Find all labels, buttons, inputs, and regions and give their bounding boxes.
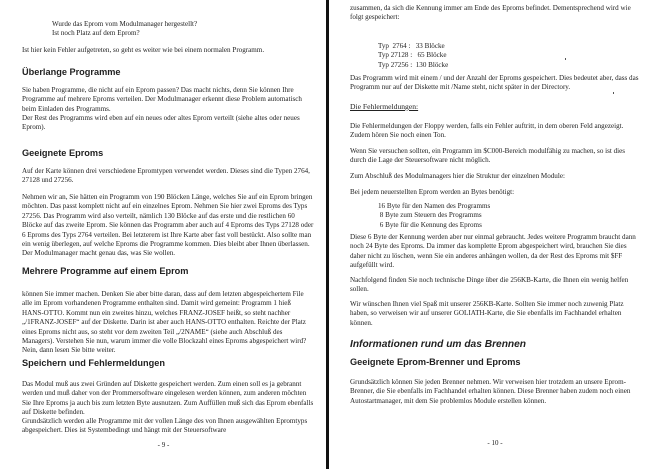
byte-list	[378, 202, 490, 230]
right-page	[330, 0, 660, 469]
paragraph: Diese 6 Byte der Kennung werden aber nur einmal gebraucht. Jedes weitere Programm braucht dann noch 24 Byte des Eproms. Da immer das komplette Eprom abgespeichert wird, brauchen Sie dies daher nicht zu löschen, wenn Sie ein anderes anhängen wollen, da der Rest des Eproms mit $FF aufgefüllt wird.	[350, 233, 636, 270]
heading-geeignete-eproms: Geeignete Eproms	[22, 148, 104, 158]
typ-list-item: Typ 27128 : 65 Blöcke	[378, 51, 447, 60]
byte-list-item: 8 Byte zum Steuern des Programms	[378, 211, 482, 220]
page-number: - 9 -	[157, 441, 170, 449]
typ-list-item: Typ 27256 : 130 Blöcke	[378, 60, 449, 69]
paragraph: Das Modul muß aus zwei Gründen auf Diskette gespeichert werden. Zum einen soll es ja gebrannt werden und muß daher von der Prommersoftware eingelesen werden können, zum anderen möchten Sie Ihre Eproms ja auch bis zum letzten Byte ausnutzen. Zum Auffüllen muß sich das Eprom ebenfalls auf Diskette befinden.	[22, 380, 314, 417]
scan-speck	[565, 58, 566, 60]
left-page	[0, 0, 327, 469]
intro-questions	[52, 20, 197, 39]
heading-fehlermeldungen: Die Fehlermeldungen:	[350, 102, 419, 111]
heading-informationen-brennen: Informationen rund um das Brennen	[350, 339, 527, 350]
page-fold-divider	[326, 0, 329, 469]
paragraph: Wenn Sie versuchen sollten, ein Programm im $C000-Bereich modulfähig zu machen, so ist dies durch die Lage der Steuersoftware nicht möglich.	[350, 147, 626, 165]
paragraph: Das Programm wird mit einem / und der Anzahl der Eproms gespeichert. Dies bedeutet aber, dass das Programm nur auf der Diskette mit /Name steht, nicht später in der Directory.	[350, 74, 639, 92]
paragraph: Grundsätzlich werden alle Programme mit der vollen Länge des von Ihnen ausgewählten Epromtyps abgespeichert. Dies ist Systembedingt und hängt mit der Steuersoftware	[22, 417, 308, 435]
paragraph: Auf der Karte können drei verschiedene Epromtypen verwendet werden. Dieses sind die Typen 2764, 27128 und 27256.	[22, 167, 310, 185]
paragraph: Zum Abschluß des Modulmanagers hier die Struktur der einzelnen Module:	[350, 172, 565, 180]
page-number: - 10 -	[487, 439, 503, 447]
paragraph: Wir wünschen Ihnen viel Spaß mit unserer 256KB-Karte. Sollten Sie immer noch zuwenig Platz haben, so verweisen wir auf unserer GOLIATH-Karte, die Sie ebenfalls im Fachhandel erhalten können.	[350, 300, 624, 327]
heading-speichern-fehlermeldungen: Speichern und Fehlermeldungen	[22, 358, 165, 368]
typ-list	[378, 42, 448, 70]
heading-geeignete-eprom-brenner: Geeignete Eprom-Brenner und Eproms	[350, 357, 521, 367]
intro-question: Ist noch Platz auf dem Eprom?	[52, 29, 140, 38]
heading-ueberlange-programme: Überlange Programme	[22, 67, 121, 77]
paragraph: Der Rest des Programms wird eben auf ein neues oder altes Eprom verteilt (siehe altes oder neues Eprom).	[22, 114, 300, 132]
byte-list-item: 6 Byte für die Kennung des Eproms	[378, 220, 482, 229]
paragraph: können Sie immer machen. Denken Sie aber bitte daran, dass auf dem letzten abgespeichertem File alle im Eprom vorhandenen Programme enthalten sind. Damit wird gemeint: Programm 1 hieß HANS-OTTO. Kommt nun ein zweites hinzu, welches FRANZ-JOSEF heißt, so steht nachher „/1FRANZ-JOSEF“ auf der Diskette. Darin ist aber auch HANS-OTTO enthalten. Reichte der Platz eines Eproms nicht aus, so steht vor dem zweiten Teil „/2NAME“ (siehe auch Abschluß des Managers). Verstehen Sie nun, warum immer die volle Blockzahl eines Eproms abgespeichert wird? Nein, dann lesen Sie bitte weiter.	[22, 290, 307, 355]
paragraph: Nachfolgend finden Sie noch technische Dinge über die 256KB-Karte, die Ihnen ein wenig helfen sollen.	[350, 276, 629, 294]
heading-mehrere-programme: Mehrere Programme auf einem Eprom	[22, 266, 189, 276]
intro-question: Wurde das Eprom vom Modulmanager hergestellt?	[52, 20, 198, 28]
paragraph: Grundsätzlich können Sie jeden Brenner nehmen. Wir verweisen hier trotzdem an unsere Eprom-Brenner, die Sie ebenfalls im Fachhandel erhalten können. Diese Brenner haben zudem noch einen Autostartmanager, mit dem Sie problemlos Module erstellen können.	[350, 378, 631, 405]
scan-speck	[613, 92, 614, 94]
paragraph: Die Fehlermeldungen der Floppy werden, falls ein Fehler auftritt, in dem oberen Feld angezeigt. Zudem hören Sie noch einen Ton.	[350, 122, 624, 140]
typ-list-item: Typ 2764 : 33 Blöcke	[378, 42, 445, 50]
paragraph: zusammen, da sich die Kennung immer am Ende des Eproms befindet. Dementsprechend wird wie folgt gespeichert:	[350, 4, 631, 22]
paragraph: Bei jedem neuerstellten Eprom werden an Bytes benötigt:	[350, 188, 515, 196]
byte-list-item: 16 Byte für den Namen des Programms	[378, 202, 491, 210]
intro-text: Ist hier kein Fehler aufgetreten, so geht es weiter wie bei einem normalen Programm.	[22, 46, 265, 54]
paragraph: Sie haben Programme, die nicht auf ein Eprom passen? Das macht nichts, denn Sie können Ihre Programme auf mehrere Eproms verteilen. Der Modulmanager erkennt diese Problem automatisch beim Einladen des Programms.	[22, 86, 302, 113]
paragraph: Nehmen wir an, Sie hätten ein Programm von 190 Blöcken Länge, welches Sie auf ein Eprom bringen möchten. Das passt komplett nicht auf ein einzelnes Eprom. Nehmen Sie hier zwei Eproms des Typs 27256. Das Programm wird also verteilt, nämlich 130 Blöcke auf das erste und die restlichen 60 Blöcke auf das zweite Eprom. Sie können das Programm aber auch auf 4 Eproms des Typs 27128 oder 6 Eproms des Typs 2764 verteilen. Bei letzterem ist Ihre Karte aber fast voll bestückt. Also sollte man ein wenig überlegen, auf welche Eproms die Programme kommen. Dies bleibt aber Ihnen überlassen. Der Modulmanager macht genau das, was Sie wollen.	[22, 193, 314, 258]
